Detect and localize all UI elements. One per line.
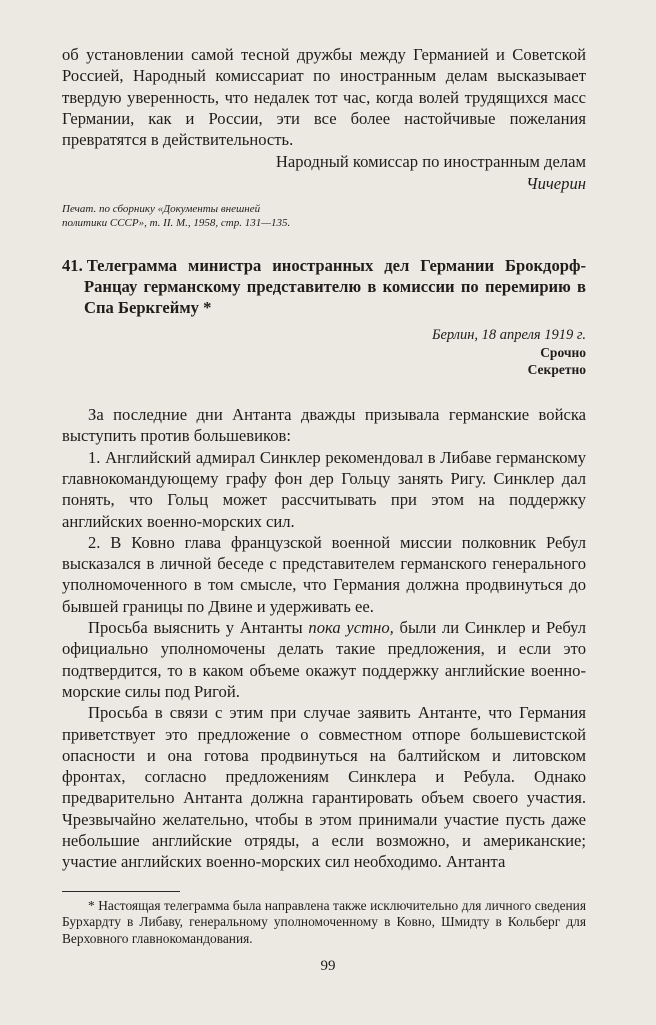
signature-name: Чичерин <box>526 173 586 193</box>
paragraph-2: 1. Английский адмирал Синклер рекомендовал в Либаве германскому главнокомандующему графу фон дер Гольцу занять Ригу. Синклер дал понять, что Гольц может рассчитывать при этом на поддержку английских военно-морских сил. <box>62 447 586 531</box>
place-date: Берлин, 18 апреля 1919 г. <box>431 327 586 344</box>
source-note: Печат. по сборнику «Документы внешней политики СССР», т. II. М., 1958, стр. 131—135. <box>62 203 291 229</box>
page-number: 99 <box>320 958 336 974</box>
document-number: 41. <box>62 256 83 276</box>
continued-paragraph: об установлении самой тесной дружбы между Германией и Советской Россией, Народный комиссариат по иностранным делам высказывает твердую уверенность, что недалек тот час, когда волей трудящихся масс Германии, как и России, эти все более настойчивые пожелания превратятся в действительность. <box>62 45 586 150</box>
document-heading <box>62 255 586 318</box>
signature-title: Народный комиссар по иностранным делам <box>275 152 586 172</box>
paragraph-3: 2. В Ковно глава французской военной миссии полковник Ребул высказался в личной беседе с представителем германского генерального уполномоченного в том смысле, что Германия должна продвинуться до бывшей границы по Двине и удерживать ее. <box>62 532 586 616</box>
paragraph-5: Просьба в связи с этим при случае заявить Антанте, что Германия приветствует это предложение о совместном отпоре большевистской опасности и она готова продвинуться на балтийском и литовском фронтах, согласно предложениям Синклера и Ребула. Однако предварительно Антанта должна гарантировать объем своего участия. Чрезвычайно желательно, чтобы в этом принимали участие пусть даже небольшие английские отряды, а если возможно, и американские; участие английских военно-морских сил необходимо. Антанта <box>62 703 586 872</box>
mark-urgent: Срочно <box>540 345 586 361</box>
paragraph-1: За последние дни Антанта дважды призывала германские войска выступить против большевиков: <box>62 405 586 446</box>
document-title: Телеграмма министра иностранных дел Германии Брокдорф-Ранцау германскому представителю в комиссии по перемирию в Спа Беркгейму * <box>84 256 586 318</box>
paragraph-4-start: Просьба выяснить у Антанты <box>88 618 309 638</box>
mark-secret: Секретно <box>527 362 586 378</box>
footnote-divider <box>62 891 180 892</box>
paragraph-4-end: были ли Синклер и Ребул официально уполномочены делать такие предложения, и если это подтвердится, то в каком объеме окажут поддержку английские военно-морские силы под Ригой. <box>62 618 587 701</box>
paragraph-4 <box>62 617 586 702</box>
footnote: * Настоящая телеграмма была направлена также исключительно для личного сведения Бурхардту в Либаву, генеральному уполномоченному в Ковно, Шмидту в Кольберг для Верховного главнокомандования. <box>62 897 586 946</box>
paragraph-4-italic: пока устно, <box>308 618 394 638</box>
